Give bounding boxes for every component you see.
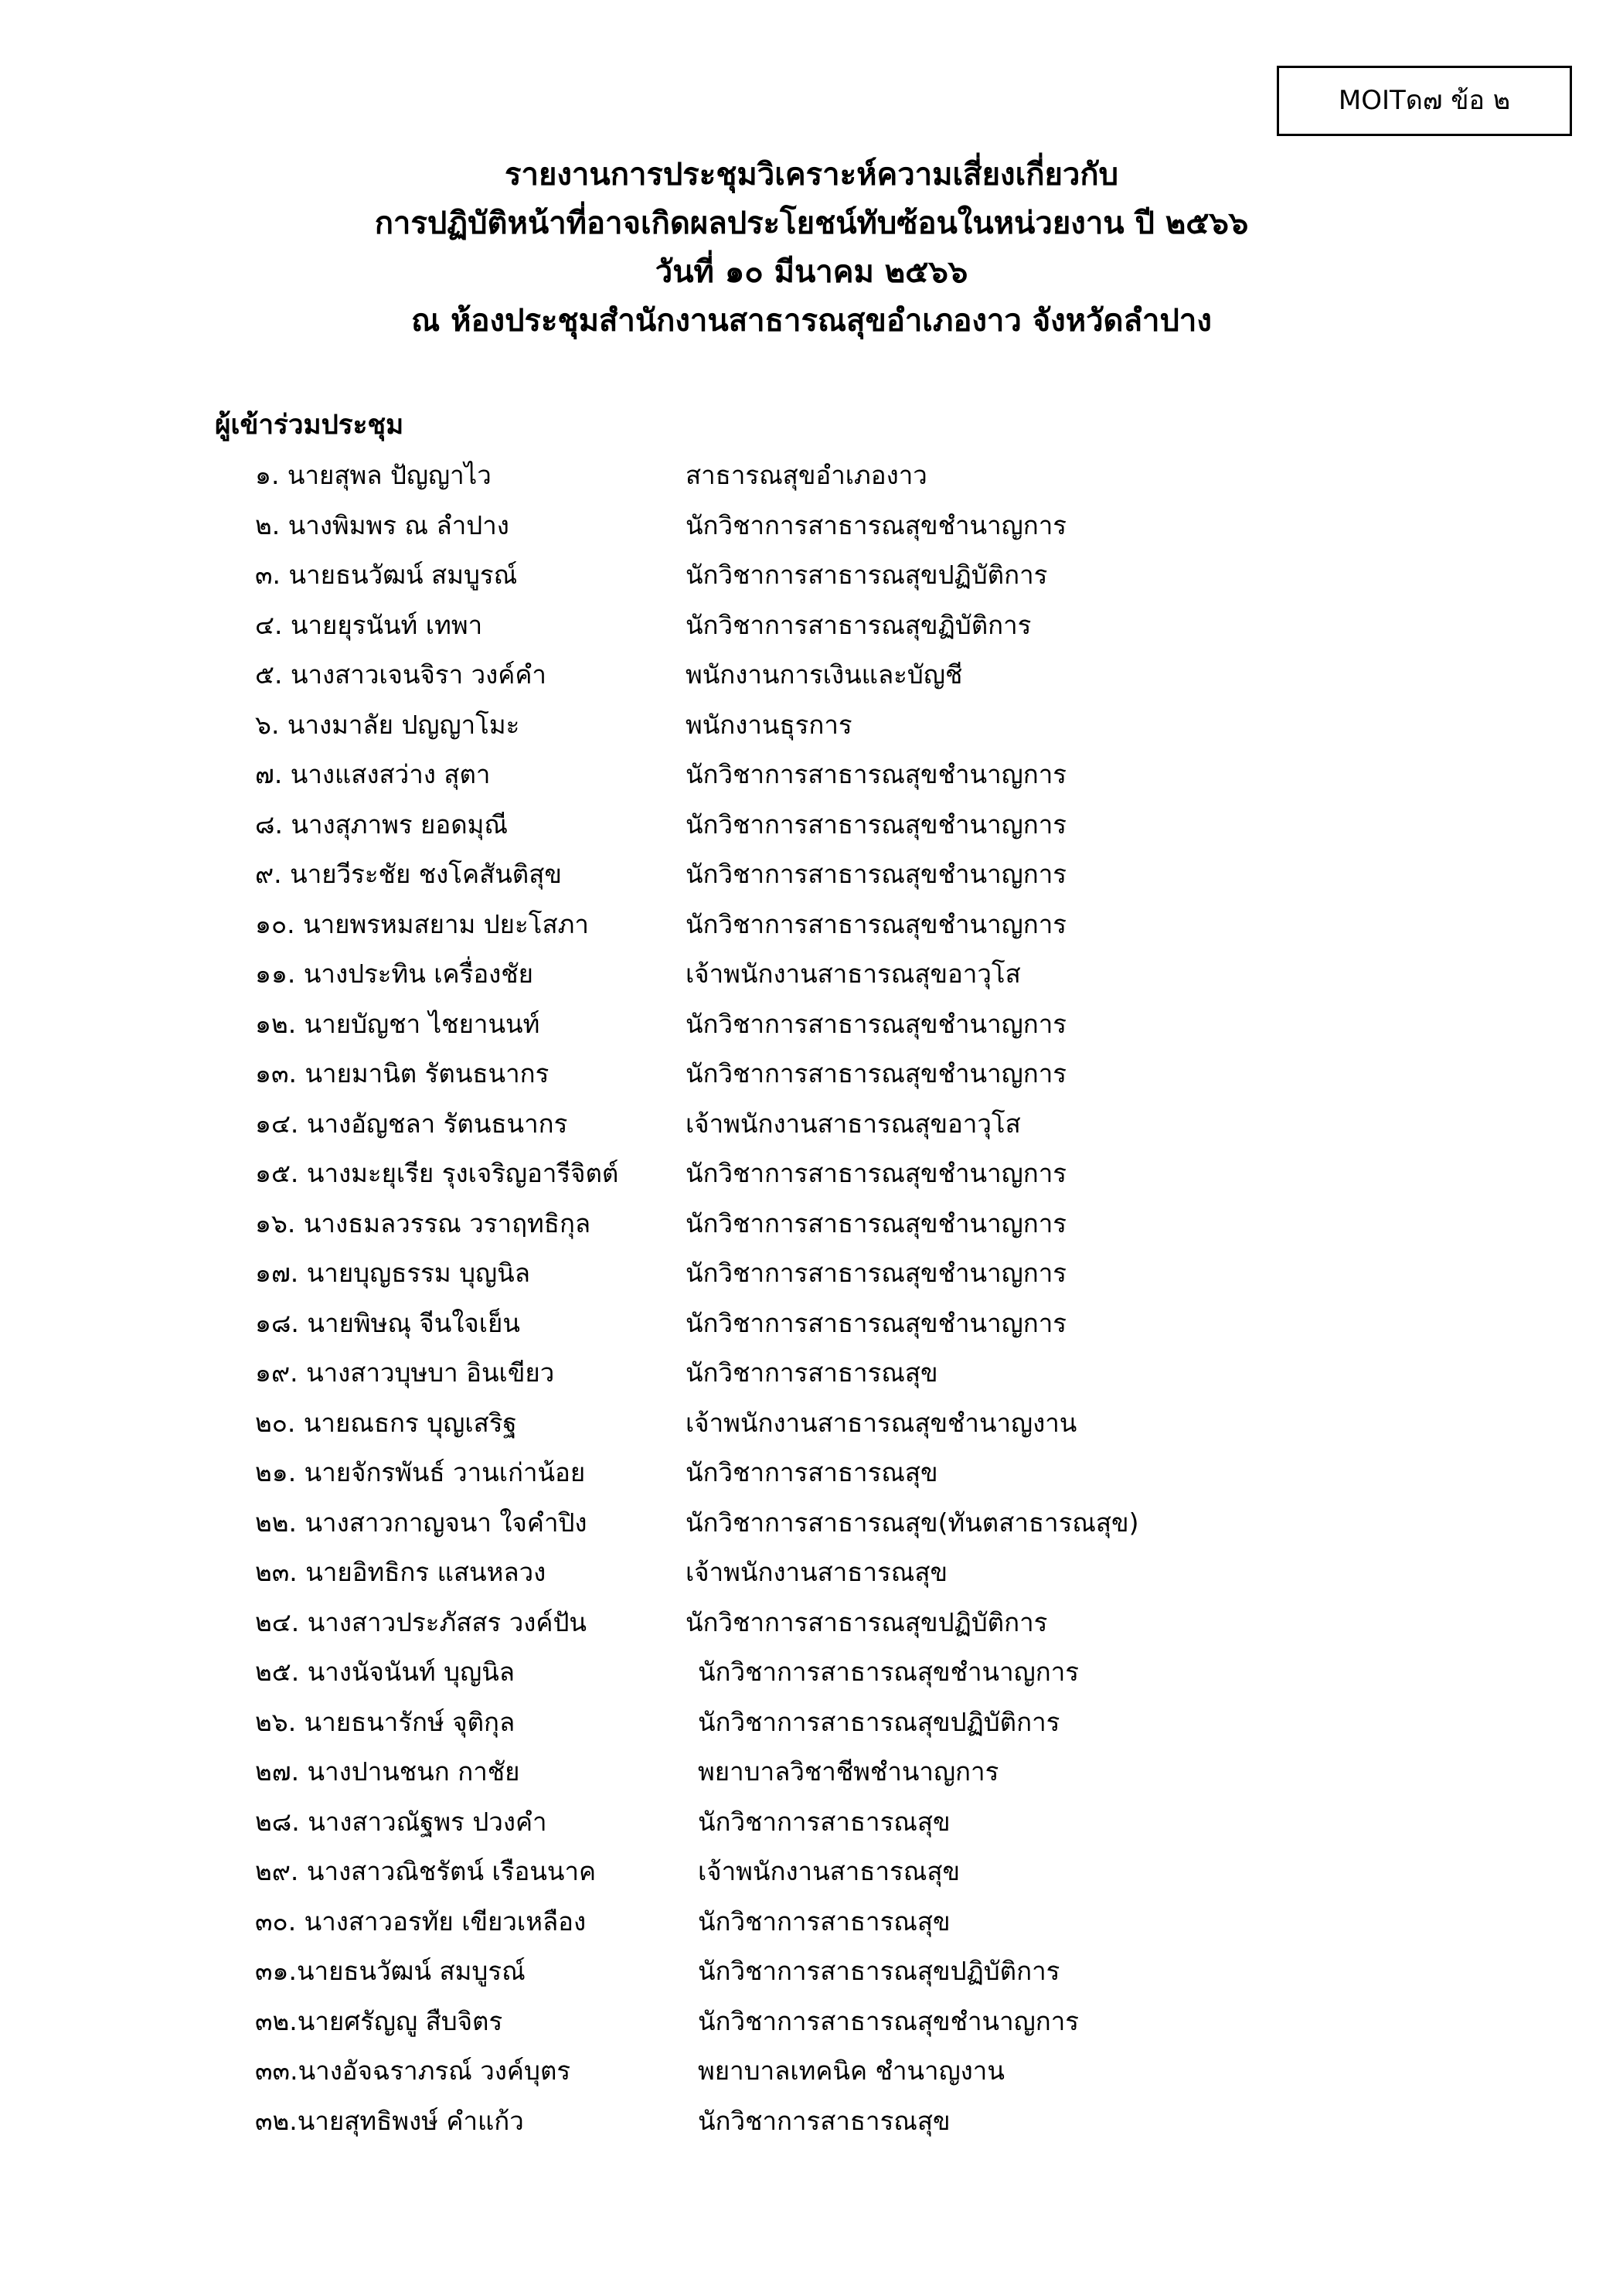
document-reference-tag: MOITด๗ ข้อ ๒ [1277,66,1572,136]
attendee-name: ๑๕. นางมะยุเรีย รุงเจริญอารีจิตต์ [255,1158,619,1188]
attendee-row [0,1498,1623,1548]
attendee-row [0,1299,1623,1349]
attendee-position: เจ้าพนักงานสาธารณสุขชำนาญงาน [686,1407,1077,1438]
attendee-name: ๘. นางสุภาพร ยอดมุณี [255,809,508,840]
attendee-row [0,1149,1623,1199]
attendee-row [0,850,1623,900]
attendee-row [0,1448,1623,1498]
title-line-subject: การปฏิบัติหน้าที่อาจเกิดผลประโยชน์ทับซ้อนในหน่วยงาน ปี ๒๕๖๖ [374,206,1249,241]
attendee-position: นักวิชาการสาธารณสุขชำนาญการ [686,809,1067,840]
attendee-name: ๑๖. นางธมลวรรณ วราฤทธิกุล [255,1208,591,1238]
attendee-position: นักวิชาการสาธารณสุข [698,1906,951,1937]
attendee-position: นักวิชาการสาธารณสุขฏิบัติการ [686,609,1032,640]
attendee-name: ๒๔. นางสาวประภัสสร วงค์ปัน [255,1606,587,1637]
title-line-venue: ณ ห้องประชุมสำนักงานสาธารณสุขอำเภองาว จังหวัดลำปาง [411,303,1212,339]
attendee-position: นักวิชาการสาธารณสุขปฏิบัติการ [686,1606,1048,1637]
attendee-position: นักวิชาการสาธารณสุขชำนาญการ [686,1158,1067,1188]
attendee-position: พยาบาลวิชาชีพชำนาญการ [698,1756,999,1787]
attendee-row [0,900,1623,950]
attendee-row [0,949,1623,1000]
attendee-position: นักวิชาการสาธารณสุข [698,2105,951,2136]
attendee-position: เจ้าพนักงานสาธารณสุขอาวุโส [686,959,1021,989]
attendee-name: ๒. นางพิมพร ณ ลำปาง [255,509,509,540]
attendee-position: นักวิชาการสาธารณสุข(ทันตสาธารณสุข) [686,1507,1139,1538]
attendee-row [0,2097,1623,2147]
attendee-row [0,601,1623,651]
attendee-name: ๓๐. นางสาวอรทัย เขียวเหลือง [255,1906,587,1937]
attendee-row [0,1797,1623,1848]
attendee-name: ๑๘. นายพิษณุ จีนใจเย็น [255,1307,520,1338]
attendee-position: นักวิชาการสาธารณสุขปฏิบัติการ [698,1706,1060,1737]
attendee-position: นักวิชาการสาธารณสุข [686,1457,938,1487]
attendee-row [0,1348,1623,1398]
attendee-position: นักวิชาการสาธารณสุขชำนาญการ [686,1258,1067,1288]
attendee-row [0,1199,1623,1249]
attendee-row [0,2046,1623,2097]
attendee-position: สาธารณสุขอำเภองาว [686,460,927,490]
attendee-row [0,1847,1623,1897]
attendee-name: ๒๒. นางสาวกาญจนา ใจคำปิง [255,1507,587,1538]
attendee-position: เจ้าพนักงานสาธารณสุขอาวุโส [686,1108,1021,1139]
attendee-row [0,750,1623,800]
attendee-name: ๑๐. นายพรหมสยาม ปยะโสภา [255,908,589,939]
attendee-name: ๓๑.นายธนวัฒน์ สมบูรณ์ [255,1956,526,1986]
attendee-position: พนักงานการเงินและบัญชี [686,659,963,690]
attendee-row [0,1248,1623,1299]
attendee-name: ๕. นางสาวเจนจิรา วงค์คำ [255,659,546,690]
attendee-row [0,1997,1623,2047]
attendee-row [0,501,1623,551]
attendee-name: ๓๓.นางอัจฉราภรณ์ วงค์บุตร [255,2056,571,2086]
attendees-heading: ผู้เข้าร่วมประชุม [215,410,404,441]
attendee-name: ๔. นายยุรนันท์ เทพา [255,609,483,640]
attendee-row [0,1398,1623,1449]
attendee-row [0,700,1623,751]
attendee-position: นักวิชาการสาธารณสุขชำนาญการ [686,908,1067,939]
attendee-row [0,1897,1623,1947]
attendee-position: นักวิชาการสาธารณสุขชำนาญการ [686,1058,1067,1088]
attendee-position: นักวิชาการสาธารณสุข [686,1358,938,1388]
attendee-position: นักวิชาการสาธารณสุขปฏิบัติการ [686,560,1048,590]
attendee-position: นักวิชาการสาธารณสุขชำนาญการ [698,2005,1079,2036]
attendee-name: ๓. นายธนวัฒน์ สมบูรณ์ [255,560,518,590]
attendee-name: ๖. นางมาลัย ปญญาโมะ [255,709,520,740]
attendee-position: นักวิชาการสาธารณสุขชำนาญการ [686,509,1067,540]
attendee-row [0,1647,1623,1698]
attendee-name: ๒๐. นายณธกร บุญเสริฐ [255,1407,517,1438]
attendee-name: ๗. นางแสงสว่าง สุตา [255,759,491,789]
attendee-row [0,650,1623,700]
attendee-position: พยาบาลเทคนิค ชำนาญงาน [698,2056,1005,2086]
attendee-row [0,1947,1623,1997]
attendee-name: ๑๑. นางประทิน เครื่องชัย [255,959,534,989]
attendee-position: นักวิชาการสาธารณสุขชำนาญการ [686,759,1067,789]
attendee-position: พนักงานธุรการ [686,709,852,740]
attendee-name: ๑๒. นายบัญชา ไชยานนท์ [255,1008,540,1039]
attendee-name: ๒๘. นางสาวณัฐพร ปวงคำ [255,1806,547,1837]
attendee-name: ๑๙. นางสาวบุษบา อินเขียว [255,1358,555,1388]
attendee-position: นักวิชาการสาธารณสุขชำนาญการ [686,1008,1067,1039]
attendee-name: ๓๒.นายศรัญญู สืบจิตร [255,2005,503,2036]
attendee-row [0,1698,1623,1748]
attendee-position: นักวิชาการสาธารณสุขชำนาญการ [686,859,1067,889]
attendee-row [0,550,1623,601]
attendee-row [0,1049,1623,1099]
attendee-position: เจ้าพนักงานสาธารณสุข [698,1856,961,1886]
attendee-name: ๒๖. นายธนารักษ์ จุติกุล [255,1706,515,1737]
attendee-position: นักวิชาการสาธารณสุขชำนาญการ [686,1208,1067,1238]
attendee-row [0,1598,1623,1648]
attendee-position: นักวิชาการสาธารณสุข [698,1806,951,1837]
attendee-row [0,1000,1623,1050]
attendee-row [0,1099,1623,1150]
attendee-row [0,1747,1623,1797]
attendee-name: ๑๓. นายมานิต รัตนธนากร [255,1058,550,1088]
report-title [0,151,1623,346]
attendee-name: ๒๗. นางปานชนก กาชัย [255,1756,520,1787]
title-line-heading: รายงานการประชุมวิเคราะห์ความเสี่ยงเกี่ยวกับ [505,157,1118,192]
attendee-name: ๑. นายสุพล ปัญญาไว [255,460,492,490]
attendee-name: ๑๔. นางอัญชลา รัตนธนากร [255,1108,568,1139]
attendee-row [0,451,1623,501]
attendee-row [0,1548,1623,1598]
attendee-row [0,800,1623,850]
attendee-name: ๒๑. นายจักรพันธ์ วานเก่าน้อย [255,1457,586,1487]
attendee-position: นักวิชาการสาธารณสุขปฏิบัติการ [698,1956,1060,1986]
title-line-date: วันที่ ๑๐ มีนาคม ๒๕๖๖ [655,254,968,290]
attendee-position: นักวิชาการสาธารณสุขชำนาญการ [686,1307,1067,1338]
attendee-name: ๓๒.นายสุทธิพงษ์ คำแก้ว [255,2105,524,2136]
attendee-name: ๑๗. นายบุญธรรม บุญนิล [255,1258,530,1288]
attendee-position: เจ้าพนักงานสาธารณสุข [686,1557,948,1587]
attendee-position: นักวิชาการสาธารณสุขชำนาญการ [698,1657,1079,1687]
attendee-name: ๒๙. นางสาวณิชรัตน์ เรือนนาค [255,1856,597,1886]
attendee-list [0,451,1623,2146]
attendee-name: ๒๕. นางนัจนันท์ บุญนิล [255,1657,515,1687]
attendee-name: ๙. นายวีระชัย ชงโคสันติสุข [255,859,562,889]
attendee-name: ๒๓. นายอิทธิกร แสนหลวง [255,1557,546,1587]
